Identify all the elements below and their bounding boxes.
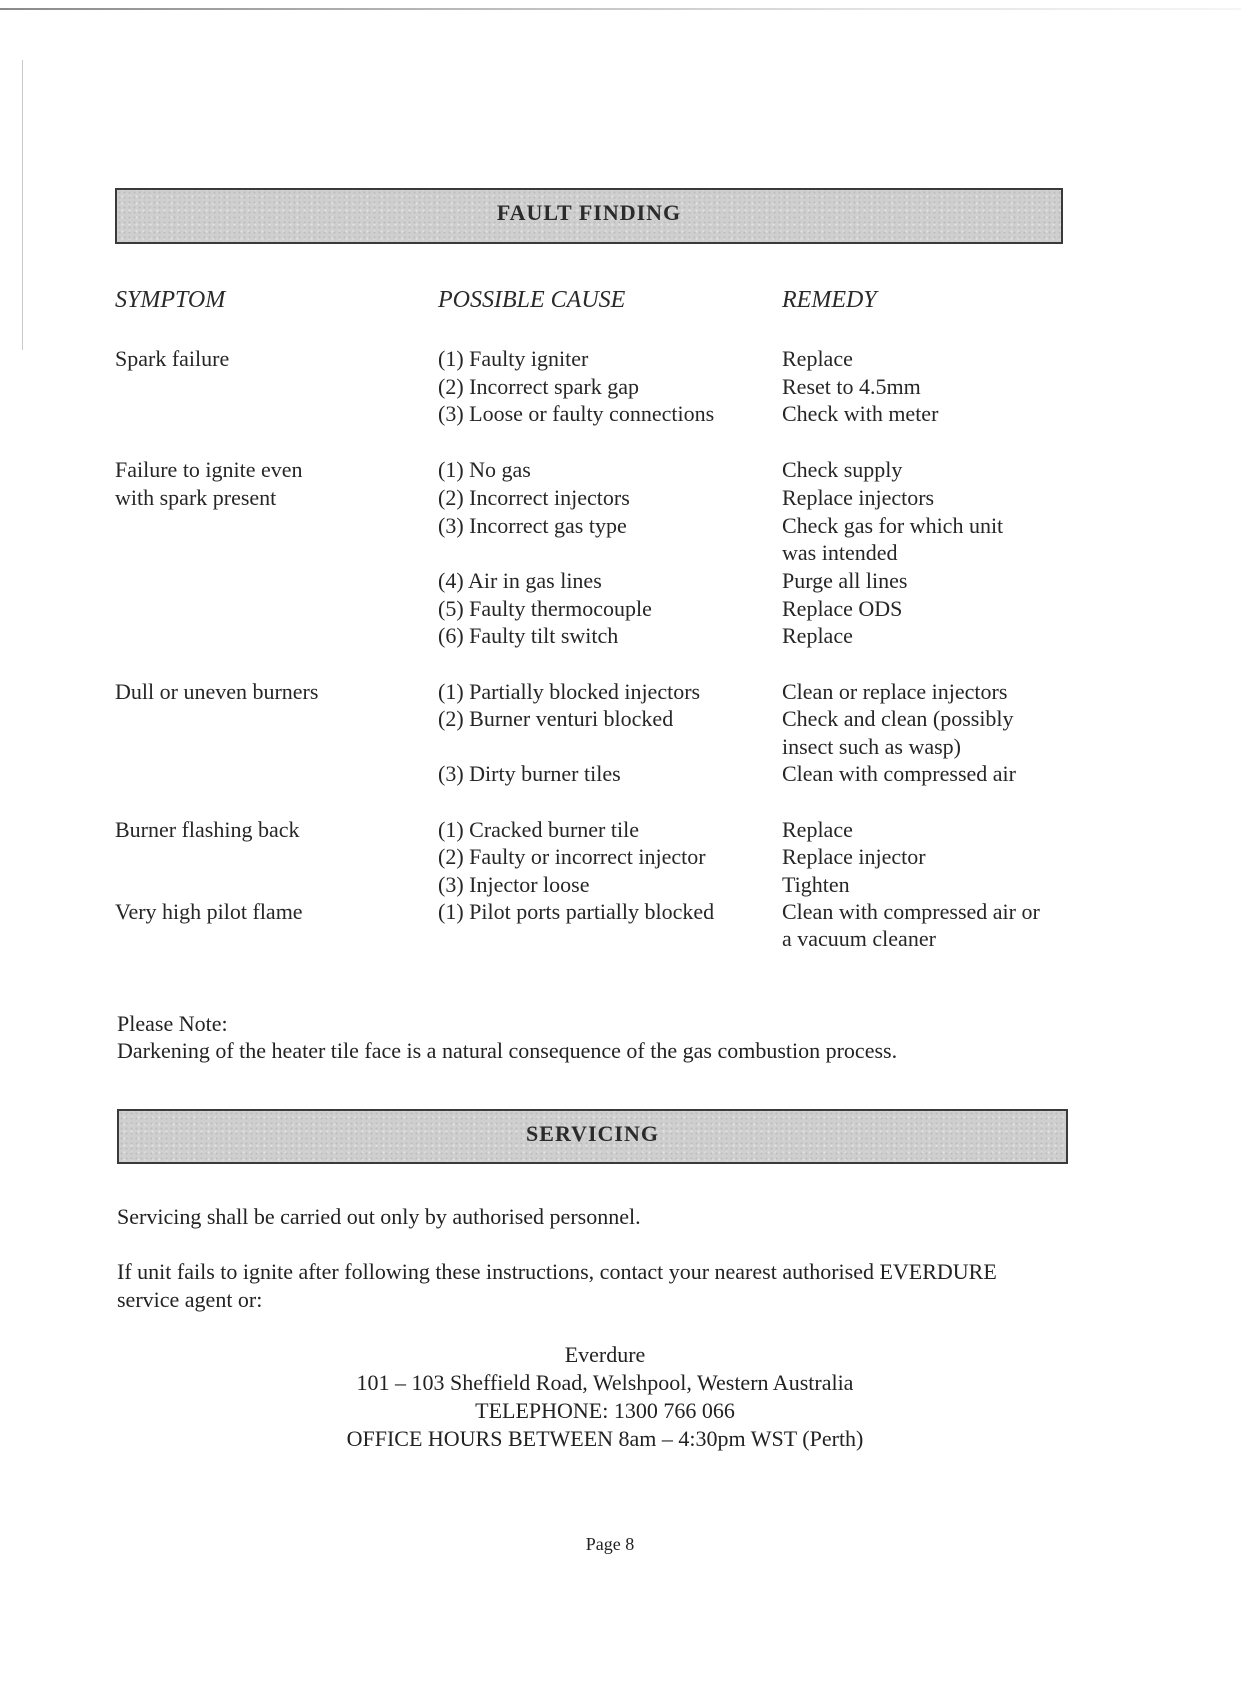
- remedy-text: Replace: [782, 346, 853, 371]
- remedy-text: Replace: [782, 817, 853, 842]
- cause-text: (2) Incorrect spark gap: [438, 374, 639, 399]
- cause-text: (3) Loose or faulty connections: [438, 401, 715, 426]
- scan-edge-mark: [22, 60, 23, 350]
- remedy-text: a vacuum cleaner: [782, 926, 936, 951]
- servicing-line-3: service agent or:: [117, 1287, 263, 1312]
- cause-text: (1) Faulty igniter: [438, 346, 589, 371]
- cause-text: (2) Burner venturi blocked: [438, 706, 674, 731]
- remedy-text: was intended: [782, 540, 898, 565]
- symptom-text: Burner flashing back: [115, 817, 300, 842]
- remedy-text: Reset to 4.5mm: [782, 374, 921, 399]
- remedy-text: Check supply: [782, 457, 903, 482]
- cause-text: (3) Dirty burner tiles: [438, 761, 621, 786]
- servicing-line-1: Servicing shall be carried out only by authorised personnel.: [117, 1204, 641, 1229]
- symptom-text: with spark present: [115, 485, 277, 510]
- scan-edge-line: [0, 8, 1241, 10]
- cause-text: (1) Pilot ports partially blocked: [438, 899, 715, 924]
- page-number: Page 8: [585, 1534, 635, 1554]
- remedy-text: Clean with compressed air or: [782, 899, 1040, 924]
- cause-text: (3) Incorrect gas type: [438, 513, 627, 538]
- contact-telephone: TELEPHONE: 1300 766 066: [475, 1398, 735, 1423]
- remedy-text: Replace injectors: [782, 485, 935, 510]
- remedy-text: Clean or replace injectors: [782, 679, 1008, 704]
- contact-address: 101 – 103 Sheffield Road, Welshpool, Western Australia: [356, 1370, 854, 1395]
- cause-text: (1) Partially blocked injectors: [438, 679, 701, 704]
- symptom-text: Very high pilot flame: [115, 899, 303, 924]
- cause-text: (4) Air in gas lines: [438, 568, 602, 593]
- remedy-text: Replace injector: [782, 844, 926, 869]
- cause-text: (2) Faulty or incorrect injector: [438, 844, 706, 869]
- remedy-text: Clean with compressed air: [782, 761, 1016, 786]
- cause-text: (2) Incorrect injectors: [438, 485, 630, 510]
- remedy-text: insect such as wasp): [782, 734, 962, 759]
- remedy-text: Check gas for which unit: [782, 513, 1004, 538]
- cause-text: (3) Injector loose: [438, 872, 590, 897]
- remedy-text: Tighten: [782, 872, 850, 897]
- remedy-text: Purge all lines: [782, 568, 908, 593]
- cause-text: (1) Cracked burner tile: [438, 817, 639, 842]
- servicing-line-2: If unit fails to ignite after following these instructions, contact your nearest authorised EVERDURE: [117, 1259, 997, 1284]
- remedy-text: Check with meter: [782, 401, 939, 426]
- possible-cause-heading: POSSIBLE CAUSE: [438, 287, 626, 313]
- cause-text: (1) No gas: [438, 457, 531, 482]
- remedy-heading: REMEDY: [782, 287, 877, 313]
- cause-text: (5) Faulty thermocouple: [438, 596, 652, 621]
- servicing-banner: [117, 1109, 1068, 1164]
- note-label: Please Note:: [117, 1011, 228, 1036]
- fault-finding-title: FAULT FINDING: [496, 200, 682, 225]
- cause-text: (6) Faulty tilt switch: [438, 623, 619, 648]
- remedy-text: Replace: [782, 623, 853, 648]
- symptom-text: Failure to ignite even: [115, 457, 303, 482]
- contact-hours: OFFICE HOURS BETWEEN 8am – 4:30pm WST (Perth): [346, 1426, 864, 1451]
- symptom-text: Spark failure: [115, 346, 230, 371]
- remedy-text: Replace ODS: [782, 596, 903, 621]
- fault-finding-banner: [115, 188, 1063, 244]
- symptom-heading: SYMPTOM: [115, 287, 226, 313]
- note-text: Darkening of the heater tile face is a natural consequence of the gas combustion process.: [117, 1038, 898, 1063]
- servicing-title: SERVICING: [526, 1121, 659, 1146]
- symptom-text: Dull or uneven burners: [115, 679, 319, 704]
- contact-company: Everdure: [564, 1342, 646, 1367]
- remedy-text: Check and clean (possibly: [782, 706, 1014, 731]
